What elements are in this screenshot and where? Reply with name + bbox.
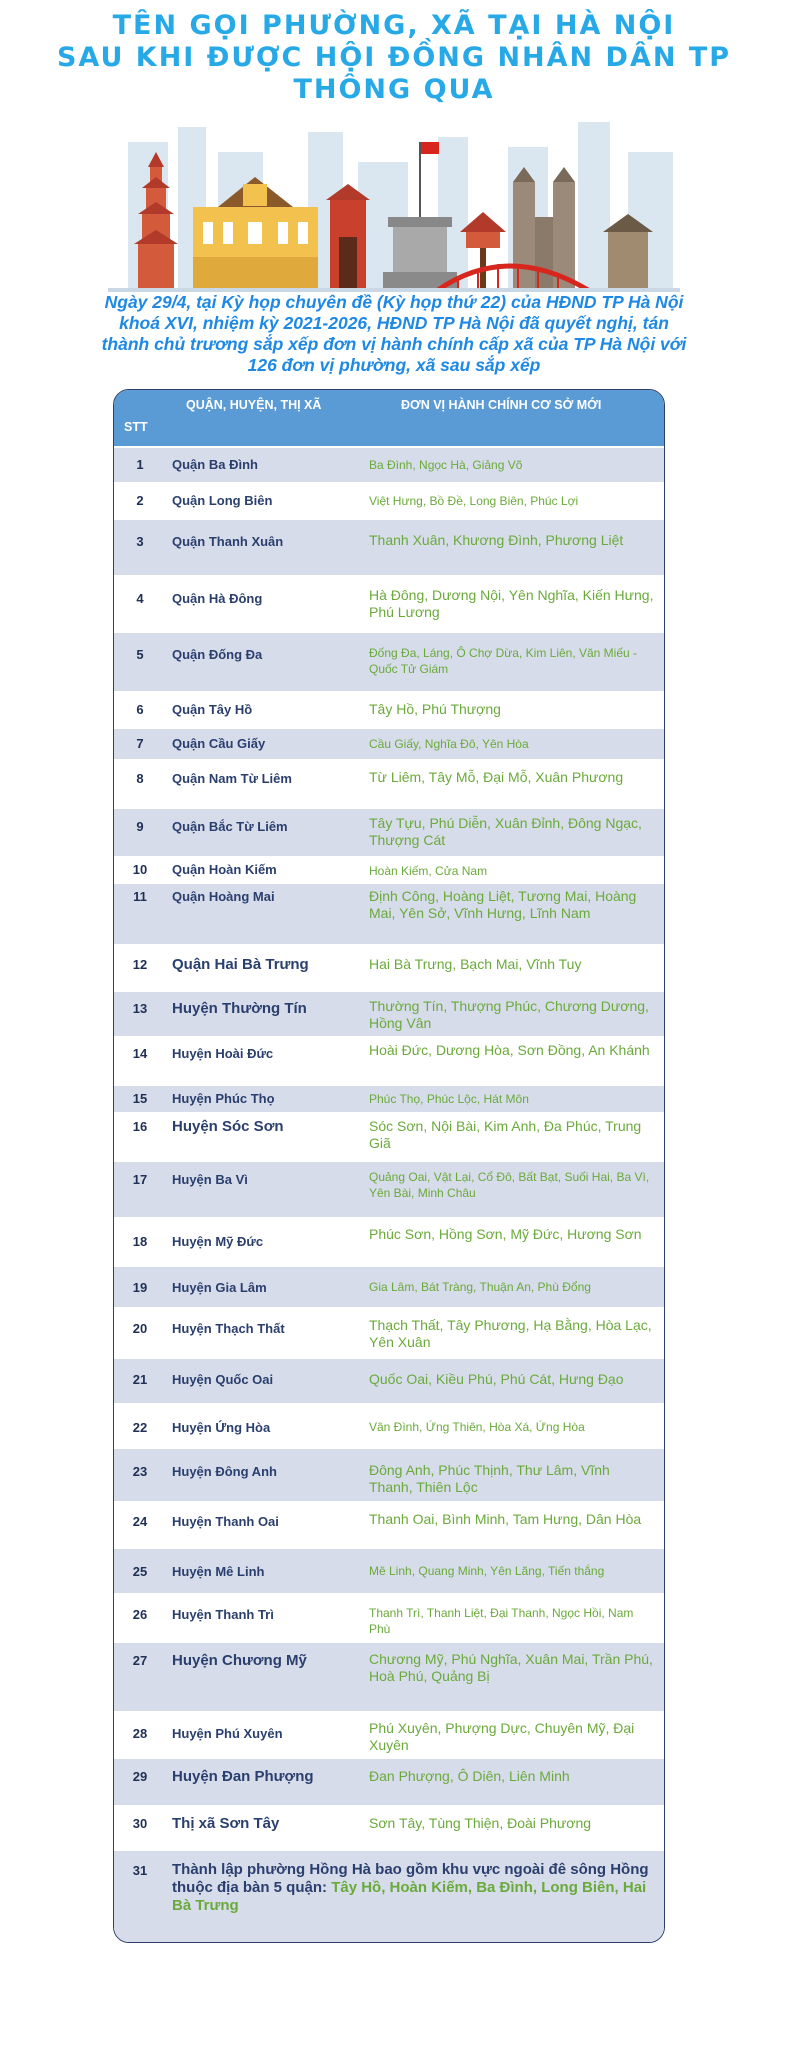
row-number: 9	[136, 819, 144, 834]
table-row	[114, 884, 664, 944]
row-district: Huyện Thường Tín	[172, 1000, 307, 1017]
row-number: 30	[132, 1816, 148, 1831]
row-district: Huyện Thanh Oai	[172, 1514, 279, 1529]
row-district: Huyện Thanh Trì	[172, 1607, 274, 1622]
row-district: Huyện Đan Phượng	[172, 1768, 314, 1785]
row-units: Thanh Trì, Thanh Liệt, Đại Thanh, Ngọc Hồi, Nam Phù	[369, 1606, 634, 1636]
row-number: 2	[136, 493, 144, 508]
row-units: Đan Phượng, Ô Diên, Liên Minh	[369, 1768, 570, 1784]
table-row	[114, 1449, 664, 1501]
row-units: Từ Liêm, Tây Mỗ, Đại Mỗ, Xuân Phương	[369, 769, 624, 785]
row-units: Mê Linh, Quang Minh, Yên Lãng, Tiến thắng	[369, 1564, 605, 1578]
row-district: Huyện Hoài Đức	[172, 1046, 274, 1061]
row-number: 19	[132, 1280, 148, 1295]
row-district: Huyện Chương Mỹ	[172, 1652, 307, 1669]
row-units: Phú Xuyên, Phượng Dực, Chuyên Mỹ, Đại Xuyên	[369, 1720, 635, 1753]
row-district: Huyện Mỹ Đức	[172, 1234, 264, 1249]
row-number: 16	[132, 1119, 148, 1134]
row-number: 11	[133, 889, 147, 904]
hanoi-skyline-illustration	[108, 122, 680, 292]
row-district: Huyện Sóc Sơn	[172, 1118, 284, 1135]
row-number: 28	[132, 1726, 148, 1741]
table-header	[114, 390, 664, 446]
table-row	[114, 633, 664, 691]
row-district: Quận Hà Đông	[172, 591, 263, 606]
table-row	[114, 759, 664, 809]
row-number: 13	[132, 1001, 148, 1016]
row-units: Chương Mỹ, Phú Nghĩa, Xuân Mai, Trần Phú, Hoà Phú, Quảng Bị	[369, 1651, 653, 1684]
row-units: Quảng Oai, Vật Lại, Cổ Đô, Bất Bạt, Suối Hai, Ba Vì, Yên Bài, Minh Châu	[369, 1170, 650, 1200]
row-district: Quận Thanh Xuân	[172, 534, 284, 549]
table-row	[114, 691, 664, 729]
row-number: 6	[136, 702, 144, 717]
row-number: 10	[132, 862, 148, 877]
row-units: Cầu Giấy, Nghĩa Đô, Yên Hòa	[369, 737, 529, 751]
district-table	[113, 389, 665, 1943]
table-row	[114, 575, 664, 633]
row-number: 20	[132, 1321, 148, 1336]
row-units: Tây Tựu, Phú Diễn, Xuân Đỉnh, Đông Ngạc, Thượng Cát	[369, 815, 642, 848]
row-number: 27	[132, 1653, 148, 1668]
table-row	[114, 1086, 664, 1112]
row-number: 3	[136, 534, 144, 549]
row-district: Huyện Quốc Oai	[172, 1372, 274, 1387]
row-district: Quận Hai Bà Trưng	[172, 956, 309, 973]
header-stt: STT	[124, 420, 148, 434]
table-row	[114, 1851, 664, 1942]
table-row	[114, 992, 664, 1036]
row-units: Ba Đình, Ngọc Hà, Giảng Võ	[369, 458, 523, 472]
row-number: 8	[136, 771, 144, 786]
row-number: 31	[132, 1863, 148, 1878]
row-number: 4	[136, 591, 144, 606]
page-title	[0, 10, 788, 106]
title-line-2: SAU KHI ĐƯỢC HỘI ĐỒNG NHÂN DÂN TP	[56, 42, 732, 73]
row-number: 1	[136, 457, 144, 472]
table-row	[114, 1501, 664, 1549]
row-number: 26	[132, 1607, 148, 1622]
table-row	[114, 1267, 664, 1307]
row-units: Đông Anh, Phúc Thịnh, Thư Lâm, Vĩnh Thanh, Thiên Lộc	[369, 1462, 610, 1495]
row-units: Sơn Tây, Tùng Thiện, Đoài Phương	[369, 1815, 592, 1831]
row-units: Hai Bà Trưng, Bạch Mai, Vĩnh Tuy	[369, 956, 582, 972]
row-units: Phúc Thọ, Phúc Lộc, Hát Môn	[369, 1092, 529, 1106]
row-district: Huyện Phú Xuyên	[172, 1726, 283, 1741]
row-district: Huyện Thạch Thất	[172, 1321, 285, 1336]
row-district: Quận Tây Hồ	[172, 702, 253, 717]
table-row	[114, 1711, 664, 1759]
row-district: Quận Hoàng Mai	[172, 889, 275, 904]
table-row	[114, 1643, 664, 1711]
row-last-text: Thành lập phường Hồng Hà bao gồm khu vực ngoài đê sông Hồng thuộc địa bàn 5 quận:	[172, 1861, 649, 1896]
row-district: Quận Hoàn Kiếm	[172, 862, 277, 877]
row-number: 29	[132, 1769, 148, 1784]
header-district: QUẬN, HUYỆN, THỊ XÃ	[186, 398, 322, 412]
row-number: 25	[132, 1564, 148, 1579]
row-units: Hà Đông, Dương Nội, Yên Nghĩa, Kiến Hưng, Phú Lương	[369, 587, 654, 620]
table-row	[114, 856, 664, 884]
table-row	[114, 1307, 664, 1359]
row-units: Vân Đình, Ứng Thiên, Hòa Xá, Ứng Hòa	[369, 1420, 585, 1434]
row-district: Quận Đống Đa	[172, 647, 263, 662]
row-units: Hoàn Kiếm, Cửa Nam	[369, 864, 488, 878]
table-row	[114, 520, 664, 575]
row-number: 23	[132, 1464, 148, 1479]
row-district: Thị xã Sơn Tây	[172, 1815, 280, 1832]
row-number: 24	[132, 1514, 148, 1529]
header-units: ĐƠN VỊ HÀNH CHÍNH CƠ SỞ MỚI	[401, 398, 602, 412]
row-units: Sóc Sơn, Nội Bài, Kim Anh, Đa Phúc, Trung Giã	[369, 1118, 642, 1151]
row-number: 17	[132, 1172, 148, 1187]
row-units: Thạch Thất, Tây Phương, Hạ Bằng, Hòa Lạc, Yên Xuân	[369, 1317, 652, 1350]
row-number: 18	[132, 1234, 148, 1249]
row-district: Quận Long Biên	[172, 493, 273, 508]
row-units: Tây Hồ, Phú Thượng	[369, 701, 501, 717]
row-number: 15	[132, 1091, 148, 1106]
row-district: Huyện Phúc Thọ	[172, 1091, 275, 1106]
row-units: Việt Hưng, Bồ Đề, Long Biên, Phúc Lợi	[369, 494, 579, 508]
row-district: Huyện Gia Lâm	[172, 1280, 267, 1295]
table-row	[114, 1036, 664, 1086]
table-row	[114, 1217, 664, 1267]
table-row	[114, 729, 664, 759]
row-units: Đống Đa, Láng, Ô Chợ Dừa, Kim Liên, Văn Miếu - Quốc Tử Giám	[369, 646, 638, 676]
table-row	[114, 1593, 664, 1643]
row-number: 7	[136, 736, 144, 751]
table-row	[114, 944, 664, 992]
table-row	[114, 1805, 664, 1851]
title-line-3: THÔNG QUA	[293, 74, 495, 105]
table-row	[114, 448, 664, 482]
row-district: Huyện Ứng Hòa	[172, 1420, 271, 1435]
table-row	[114, 809, 664, 856]
row-number: 5	[136, 647, 144, 662]
row-units: Phúc Sơn, Hồng Sơn, Mỹ Đức, Hương Sơn	[369, 1226, 642, 1242]
row-number: 14	[132, 1046, 148, 1061]
row-district: Quận Bắc Từ Liêm	[172, 819, 288, 834]
row-district: Huyện Ba Vì	[172, 1172, 248, 1187]
row-units: Định Công, Hoàng Liệt, Tương Mai, Hoàng Mai, Yên Sở, Vĩnh Hưng, Lĩnh Nam	[369, 888, 637, 921]
row-district: Quận Cầu Giấy	[172, 736, 266, 751]
table-row	[114, 1112, 664, 1162]
row-last-districts: Tây Hồ, Hoàn Kiếm, Ba Đình, Long Biên, Hai Bà Trưng	[172, 1879, 647, 1914]
row-district: Quận Ba Đình	[172, 457, 258, 472]
row-last-description	[172, 1861, 652, 1915]
opera-house-icon	[193, 177, 318, 292]
table-row	[114, 1359, 664, 1403]
row-units: Quốc Oai, Kiều Phú, Phú Cát, Hưng Đạo	[369, 1371, 624, 1387]
row-district: Quận Nam Từ Liêm	[172, 771, 292, 786]
intro-text: Ngày 29/4, tại Kỳ họp chuyên đề (Kỳ họp thứ 22) của HĐND TP Hà Nội khoá XVI, nhiệm kỳ 2021-2026, HĐND TP Hà Nội đã quyết nghị, tán thành chủ trương sắp xếp đơn vị hành chính cấp xã của TP Hà Nội với 126 đơn vị phường, xã sau sắp xếp	[101, 292, 687, 375]
row-units: Thanh Oai, Bình Minh, Tam Hưng, Dân Hòa	[369, 1511, 642, 1527]
table-row	[114, 1759, 664, 1805]
table-row	[114, 1403, 664, 1449]
row-units: Thường Tín, Thượng Phúc, Chương Dương, Hồng Vân	[369, 998, 649, 1031]
row-district: Huyện Đông Anh	[172, 1464, 277, 1479]
row-number: 21	[132, 1372, 148, 1387]
row-number: 12	[132, 957, 148, 972]
city-gate-icon	[326, 184, 370, 292]
table-row	[114, 1549, 664, 1593]
row-number: 22	[132, 1420, 148, 1435]
row-district: Huyện Mê Linh	[172, 1564, 265, 1579]
row-units: Hoài Đức, Dương Hòa, Sơn Đồng, An Khánh	[369, 1042, 650, 1058]
table-row	[114, 482, 664, 520]
table-row	[114, 1162, 664, 1217]
title-line-1: TÊN GỌI PHƯỜNG, XÃ TẠI HÀ NỘI	[112, 10, 676, 41]
row-units: Gia Lâm, Bát Tràng, Thuận An, Phù Đổng	[369, 1280, 591, 1294]
row-units: Thanh Xuân, Khương Đình, Phương Liệt	[369, 532, 624, 548]
